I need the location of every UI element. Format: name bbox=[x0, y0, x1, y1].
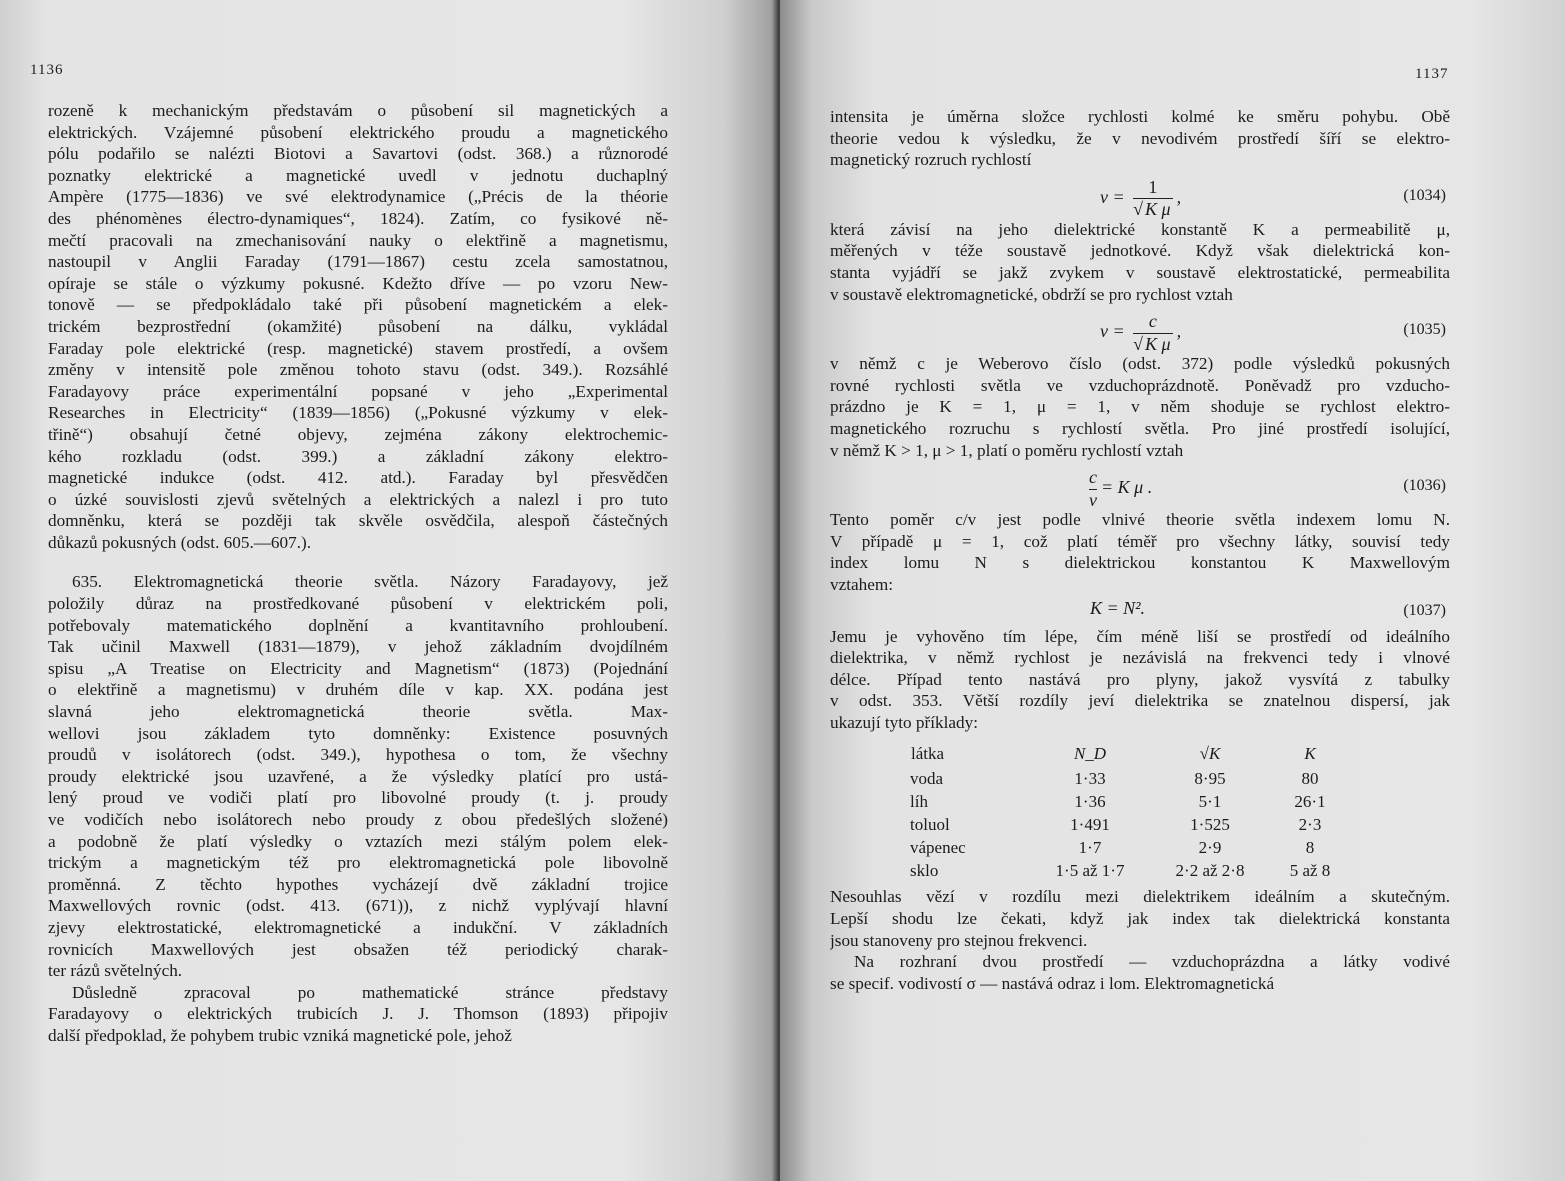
text-line: proměnná. Z těchto hypothes vycházejí dvě základní trojice bbox=[48, 874, 668, 894]
text-line: v odst. 353. Větší rozdíly jeví dielektrika se znatelnou dispersí, jak bbox=[830, 691, 1450, 711]
text-line: rovné rychlosti světla ve vzduchoprázdnotě. Poněvadž pro vzducho- bbox=[830, 375, 1450, 395]
text-line: mečtí pracovali na zmechanisování nauky o elektřině a magnetismu, bbox=[48, 230, 668, 250]
text-line: opíraje se stále o výzkumy pokusné. Kdežto dříve — po vzoru New- bbox=[48, 273, 668, 293]
text-line: intensita je úměrna složce rychlosti kolmé ke směru pohybu. Obě bbox=[830, 107, 1450, 126]
text-line: položily důraz na prostředkované působení v elektrickém poli, bbox=[48, 594, 668, 614]
text-line: V případě μ = 1, což platí téměř pro všechny látky, souvisí tedy bbox=[830, 531, 1450, 551]
table-cell: líh bbox=[910, 792, 928, 812]
table-cell: 1·5 až 1·7 bbox=[1055, 861, 1125, 881]
text-line: magnetické indukce (odst. 412. atd.). Faraday byl přesvědčen bbox=[48, 468, 668, 488]
text-line: tonově — se předpokládalo také při působení magnetickém a elek- bbox=[48, 295, 668, 315]
text-line: a podobně že platí výsledky o vztazích mezi stálým polem elek- bbox=[48, 831, 668, 851]
table-cell: 1·491 bbox=[1070, 815, 1110, 835]
text-line: 635. Elektromagnetická theorie světla. Názory Faradayovy, jež bbox=[72, 572, 668, 592]
text-line: Na rozhraní dvou prostředí — vzduchoprázdna a látky vodivé bbox=[854, 952, 1450, 972]
text-line: rovnicích Maxwellových jest obsažen též periodický charak- bbox=[48, 939, 668, 959]
text-line: slavná jeho elektromagnetická theorie světla. Max- bbox=[48, 702, 668, 722]
table-cell: 80 bbox=[1301, 769, 1319, 789]
text-line: měřených v téže soustavě jednotkové. Když však dielektrická kon- bbox=[830, 241, 1450, 261]
text-line: theorie vedou k výsledku, že v nevodivém prostředí šíří se elektro- bbox=[830, 128, 1450, 148]
equation-number: (1037) bbox=[1403, 601, 1446, 619]
table-header: √K bbox=[1199, 743, 1221, 763]
equation-1036: $\frac{c}{v}$ = K μ . (1036) bbox=[1089, 467, 1446, 510]
table-row bbox=[910, 790, 1350, 813]
table-header: N_D bbox=[1073, 743, 1107, 763]
text-line: ve vodičích nebo isolátorech nebo proudy z obou předešlých složené) bbox=[48, 810, 668, 829]
table-cell: 1·36 bbox=[1074, 792, 1106, 812]
text-line: Důsledně zpracoval po mathematické stránce představy bbox=[72, 982, 668, 1002]
text-line: změny v intensitě pole změnou tohoto stavu (odst. 349.). Rozsáhlé bbox=[48, 360, 668, 380]
right-page-number: 1137 bbox=[1415, 66, 1449, 82]
left-page-number: 1136 bbox=[30, 62, 64, 78]
equation-number: (1034) bbox=[1403, 186, 1446, 204]
right-page bbox=[780, 0, 1565, 1181]
text-line: des phénomènes électro-dynamiques“, 1824). Zatím, co fysikové ně- bbox=[48, 208, 668, 228]
text-line: Faradayovy o elektrických trubicích J. J. Thomson (1893) připojiv bbox=[48, 1004, 668, 1024]
text-line: rozeně k mechanickým představám o působení sil magnetických a bbox=[48, 101, 668, 120]
table-row bbox=[910, 767, 1350, 790]
text-line: index lomu N s dielektrickou konstantou K Maxwellovým bbox=[830, 553, 1450, 573]
text-line: Nesouhlas vězí v rozdílu mezi dielektrikem ideálním a skutečným. bbox=[830, 887, 1450, 907]
table-cell: voda bbox=[910, 769, 944, 789]
text-line: důkazů pokusných (odst. 605.—607.). bbox=[48, 532, 312, 552]
text-line: proudů v isolátorech (odst. 349.), hypothesa o tom, že všechny bbox=[48, 745, 668, 765]
table-cell: 26·1 bbox=[1294, 792, 1326, 812]
text-line: wellovi jsou základem tyto domněnky: Existence posuvných bbox=[48, 723, 668, 743]
text-line: Faradayovy práce experimentální popsané v jeho „Experimental bbox=[48, 381, 668, 401]
table-cell: 2·2 až 2·8 bbox=[1175, 861, 1245, 881]
table-cell: 1·33 bbox=[1074, 769, 1106, 789]
text-line: ukazují tyto příklady: bbox=[830, 712, 978, 732]
table-header: K bbox=[1304, 743, 1316, 763]
text-line: o úzké souvislosti zjevů světelných a elektrických a nalezl i pro tuto bbox=[48, 489, 668, 509]
text-line: která závisí na jeho dielektrické konstantě K a permeabilitě μ, bbox=[830, 219, 1450, 239]
text-line: Jemu je vyhověno tím lépe, čím méně liší se prostředí od ideálního bbox=[830, 626, 1450, 646]
text-line: Lepší shodu lze čekati, když jak index tak dielektrická konstanta bbox=[830, 909, 1450, 929]
text-line: ter rázů světelných. bbox=[48, 961, 183, 981]
text-line: magnetického rozruchu s rychlostí světla. Pro jiné prostředí isolující, bbox=[830, 418, 1450, 438]
equation-1035: v = $\frac{c}{\text{√ K μ}}$ , (1035) bbox=[1100, 311, 1446, 354]
text-line: Ampère (1775—1836) ve své elektrodynamice („Précis de la théorie bbox=[48, 187, 668, 207]
text-line: Tak učinil Maxwell (1831—1879), v jehož základním dvojdílném bbox=[48, 637, 668, 657]
text-line: kého rozkladu (odst. 399.) a základní zákony elektro- bbox=[48, 446, 668, 466]
text-line: o elektřině a magnetismu) v druhém díle v kap. XX. podána jest bbox=[48, 680, 668, 700]
text-line: jsou stanoveny pro stejnou frekvenci. bbox=[830, 930, 1088, 950]
text-line: Faraday pole elektrické (resp. magnetické) stavem prostředí, a ovšem bbox=[48, 338, 668, 358]
table-cell: 8 bbox=[1305, 838, 1315, 858]
text-line: v soustavě elektromagnetické, obdrží se pro rychlost vztah bbox=[830, 284, 1233, 304]
text-line: trickém bezprostřední (okamžité) působení na dálku, vykládal bbox=[48, 316, 668, 336]
table-header: látka bbox=[911, 743, 945, 763]
equation-number: (1035) bbox=[1403, 321, 1446, 339]
table-header-row bbox=[910, 739, 1350, 767]
left-page bbox=[0, 0, 778, 1181]
text-line: potřebovaly matematického doplnění a kvantitavního prohloubení. bbox=[48, 615, 668, 635]
text-line: se specif. vodivostí σ — nastává odraz i lom. Elektromagnetická bbox=[830, 973, 1275, 993]
equation-number: (1036) bbox=[1403, 477, 1446, 495]
text-line: délce. Případ tento nastává pro plyny, jakož vysvítá z tabulky bbox=[830, 669, 1450, 689]
table-row bbox=[910, 859, 1350, 882]
table-cell: 5 až 8 bbox=[1289, 861, 1331, 881]
table-cell: 5·1 bbox=[1198, 792, 1222, 812]
dispersion-table bbox=[910, 739, 1350, 882]
text-line: vztahem: bbox=[830, 574, 893, 594]
text-line: v němž c je Weberovo číslo (odst. 372) podle výsledků pokusných bbox=[830, 354, 1450, 374]
text-line: magnetický rozruch rychlostí bbox=[830, 150, 1032, 170]
text-line: nastoupil v Anglii Faraday (1791—1867) cestu zcela samostatnou, bbox=[48, 252, 668, 272]
text-line: trickým a magnetickým též pro elektromagnetická pole libovolně bbox=[48, 853, 668, 873]
table-cell: 1·7 bbox=[1078, 838, 1102, 858]
text-line: spisu „A Treatise on Electricity and Magnetism“ (1873) (Pojednání bbox=[48, 658, 668, 678]
left-page-body bbox=[48, 100, 668, 1047]
text-line: třině“) obsahují četné objevy, zejména zákony elektrochemic- bbox=[48, 424, 668, 444]
text-line: Tento poměr c/v jest podle vlnivé theorie světla indexem lomu N. bbox=[830, 510, 1450, 530]
text-line: zjevy elektrostatické, elektromagnetické a indukční. V základních bbox=[48, 917, 668, 937]
text-line: domněnku, která se později tak skvěle osvědčila, alespoň částečných bbox=[48, 511, 668, 531]
table-cell: 2·3 bbox=[1298, 815, 1322, 835]
table-row bbox=[910, 813, 1350, 836]
table-cell: vápenec bbox=[910, 838, 966, 858]
text-line: Maxwellových rovnic (odst. 413. (671)), z nichž vyplývají hlavní bbox=[48, 896, 668, 916]
text-line: proudy elektrické jsou uzavřené, a že výsledky platící pro ustá- bbox=[48, 766, 668, 786]
table-cell: 2·9 bbox=[1198, 838, 1222, 858]
table-cell: 1·525 bbox=[1190, 815, 1230, 835]
text-line: prázdno je K = 1, μ = 1, v něm shoduje se rychlost elektro- bbox=[830, 397, 1450, 417]
text-line: poznatky elektrické a magnetické uvedl v jednotu duchaplný bbox=[48, 165, 668, 185]
text-line: dielektrika, v němž rychlost je nezávislá na frekvenci tedy i vlnové bbox=[830, 648, 1450, 668]
right-page-body bbox=[830, 106, 1450, 994]
text-line: elektrických. Vzájemné působení elektrického proudu a magnetického bbox=[48, 122, 668, 142]
table-cell: toluol bbox=[910, 815, 950, 835]
text-line: Researches in Electricity“ (1839—1856) („Pokusné výzkumy v elek- bbox=[48, 403, 668, 423]
text-line: pólu podařilo se nalézti Biotovi a Savartovi (odst. 368.) a různorodé bbox=[48, 144, 668, 164]
text-line: v němž K > 1, μ > 1, platí o poměru rychlostí vztah bbox=[830, 440, 1184, 460]
table-row bbox=[910, 836, 1350, 859]
table-cell: sklo bbox=[910, 861, 939, 881]
equation-1037: K = N². (1037) bbox=[830, 596, 1450, 626]
equation-1034: v = $\frac{1}{\text{√ K μ}}$ , (1034) bbox=[1100, 176, 1446, 220]
text-line: další předpoklad, že pohybem trubic vzniká magnetické pole, jehož bbox=[48, 1025, 512, 1045]
text-line: lený proud ve vodiči platí pro libovolné proudy (t. j. proudy bbox=[48, 788, 668, 808]
text-line: stanta vyjádří se jakž zvykem v soustavě elektrostatické, permeabilita bbox=[830, 262, 1450, 282]
table-cell: 8·95 bbox=[1194, 769, 1226, 789]
